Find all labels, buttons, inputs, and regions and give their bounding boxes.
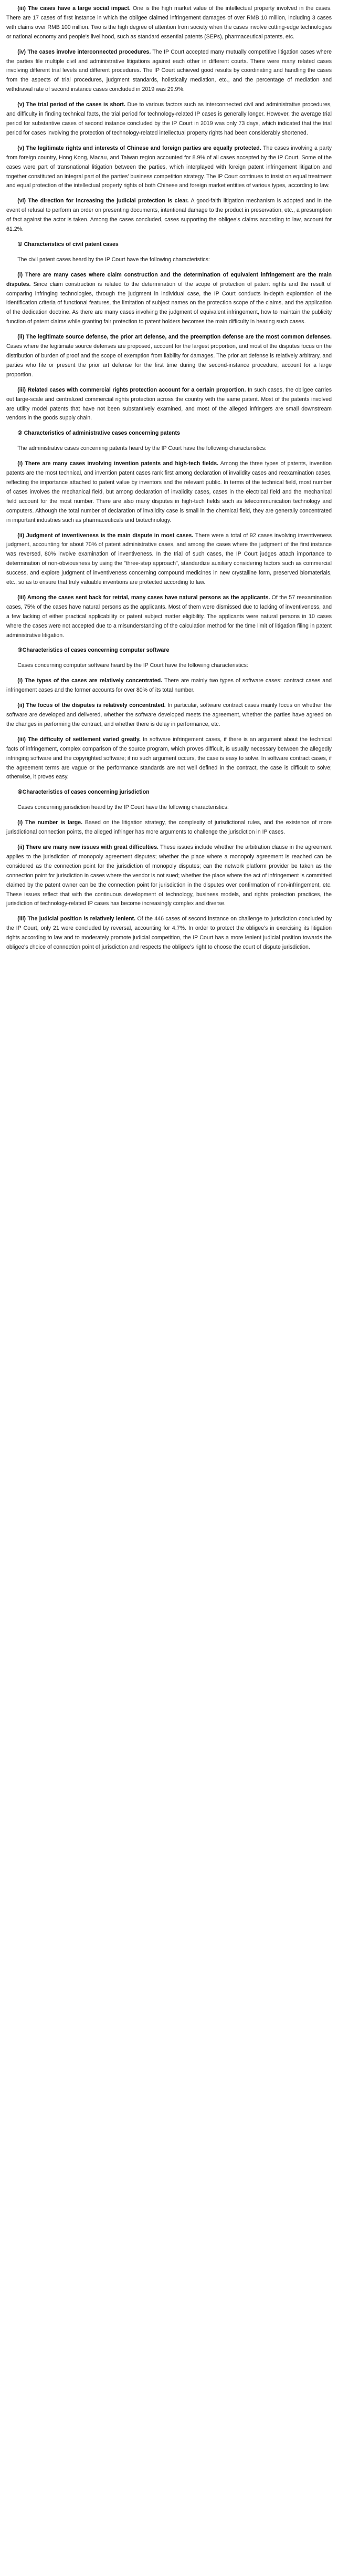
paragraph	[6, 843, 332, 909]
paragraph-lead: (iii) The judicial position is relatively lenient.	[17, 916, 136, 922]
paragraph-lead: (i) There are many cases where claim construction and the determination of equivalent infringement are the main disputes.	[6, 271, 332, 288]
paragraph-lead: (i) The number is large.	[17, 819, 83, 826]
paragraph-text: Due to various factors such as interconnected civil and administrative procedures, and difficulty in finding technical facts, the trial period for technology-related IP cases is generally longer. However, the average trial period for substantive cases of second instance concluded by the IP Court in 2019 was only 73 days, which indicated that the trial period for cases involving the protection of technology-related intellectual property rights had been considerably shortened.	[6, 101, 332, 136]
paragraph-lead: (vi) The direction for increasing the judicial protection is clear.	[17, 198, 189, 204]
paragraph-text: The IP Court accepted many mutually competitive litigation cases where the parties file multiple civil and administrative litigations against each other in different courts. There were many related cases involving different trial levels and different procedures. The IP Court achieved good results by coordinating and handling the cases from the aspects of trial procedures, judgment standards, holistically mediation, etc., and the percentage of mediation and withdrawal rate of second instance cases concluded in 2019 was 29.9%.	[6, 48, 332, 93]
paragraph-text: The administrative cases concerning patents heard by the IP Court have the following characteristics:	[17, 445, 267, 452]
paragraph	[6, 661, 332, 671]
paragraph-lead: (iv) The cases involve interconnected procedures.	[17, 48, 151, 55]
paragraph-lead: (i) There are many cases involving invention patents and high-tech fields.	[17, 460, 219, 467]
paragraph-text: In particular, software contract cases mainly focus on whether the software are developed and delivered, whether the software developed meets the agreement, whether the parties have agreed on the changes in performing the contract, and whether there is delay in performance, etc.	[6, 702, 332, 727]
paragraph-lead: (iii) Related cases with commercial rights protection account for a certain proportion.	[17, 386, 246, 393]
paragraph-text: Based on the litigation strategy, the complexity of jurisdictional rules, and the existence of more jurisdictional connection points, the alleged infringer has more arguments to challenge the jurisdiction in IP cases.	[6, 819, 332, 836]
paragraph-text: One is the high market value of the intellectual property involved in the cases. There are 17 cases of first instance in which the obligee claimed infringement damages of over RMB 10 million, including 3 cases with claims over RMB 100 million. Two is the high degree of attention from society when the cases involve cutting-edge technologies or national economy and people's livelihood, such as standard essential patents (SEPs), pharmaceutical patents, etc.	[6, 5, 332, 40]
paragraph-lead: (i) The types of the cases are relatively concentrated.	[17, 678, 163, 684]
paragraph-text: Of the 446 cases of second instance on challenge to jurisdiction concluded by the IP Court, only 21 were concluded by reversal, accounting for 4.7%. In order to protect the obligee's in exercising its litigation rights according to law and to moderately promote judicial competition, the IP Court has a more lenient judicial position towards the obligee's choice of connection point of jurisdiction and respects the obligee's right to choose the court of dispute jurisdiction.	[6, 916, 332, 951]
paragraph-text: Cases concerning jurisdiction heard by the IP Court have the following characteristics:	[17, 804, 229, 811]
paragraph	[6, 444, 332, 454]
paragraph	[6, 386, 332, 424]
paragraph-text: There are mainly two types of software cases: contract cases and infringement cases and the former accounts for over 80% of its total number.	[6, 678, 332, 694]
section-heading: ③Characteristics of cases concerning computer software	[17, 647, 170, 654]
paragraph-text: Since claim construction is related to the determination of the scope of protection of patent rights and the result of comparing infringing technologies, through the judgment in individual case, the IP Court conducts in-depth exploration of the identification criteria of functional features, the limitation of subject names on the protection scope of the claims, and the application of the dedication doctrine. As there are many cases involving the judgment of equivalent infringement, how to maintain the publicity function of patent claims while granting fair protection to patent holders becomes the main difficulty in hearing such cases.	[6, 281, 332, 325]
paragraph	[6, 676, 332, 695]
paragraph-text: The cases involving a party from foreign country, Hong Kong, Macau, and Taiwan region accounted for 8.9% of all cases accepted by the IP Court. Some of the cases were part of transnational litigation between the parties, which interplayed with foreign patent infringement litigation and together constituted an integral part of the parties' business competition strategy. The IP Court continues to insist on equal treatment and equal protection of the intellectual property rights of both Chinese and foreign market entities of various types, according to law.	[6, 145, 332, 189]
section-heading: ② Characteristics of administrative cases concerning patents	[17, 430, 180, 437]
paragraph-lead: (ii) The focus of the disputes is relatively concentrated.	[17, 702, 166, 709]
paragraph	[6, 735, 332, 783]
paragraph-text: The civil patent cases heard by the IP Court have the following characteristics:	[17, 256, 210, 263]
paragraph	[6, 255, 332, 265]
paragraph	[6, 48, 332, 95]
paragraph-lead: (iii) The difficulty of settlement varied greatly.	[17, 736, 141, 743]
paragraph	[6, 197, 332, 234]
paragraph-text: In such cases, the obligee carries out large-scale and centralized commercial rights protection across the country with the same patent. Most of the patents involved are utility model patents that have not been substantively examined, and most of the alleged infringers are small downstream vendors in the goods supply chain.	[6, 386, 332, 422]
paragraph	[6, 701, 332, 730]
paragraph-text: Cases where the legitimate source defenses are proposed, account for the largest proportion, and most of the disputes focus on the distribution of burden of proof and the scope of exemption from liability for damages. The prior art defense is relatively arbitrary, and parties who file or present the prior art defense for the first time during the second-instance procedure, account for a large proportion.	[6, 343, 332, 378]
paragraph-text: A good-faith litigation mechanism is adopted and in the event of refusal to perform an order on presenting documents, intentional damage to the product in preservation, etc., a presumption of fact against the actor is taken. Among the cases concluded, cases supporting the obligee's claims according to law, account for 61.2%.	[6, 198, 332, 233]
paragraph	[6, 144, 332, 191]
paragraph	[6, 271, 332, 327]
paragraph-text: Of the 57 reexamination cases, 75% of the cases have natural persons as the applicants. Most of them were dismissed due to lacking of inventiveness, and a few lacking of either practical applicability or patent subject matter eligibility. The applicants were natural persons in 10 cases where the cases were not accepted due to a misunderstanding of the calculation method for the time limit of litigation filing in patent administrative litigation.	[6, 594, 332, 639]
paragraph	[6, 531, 332, 588]
paragraph	[6, 100, 332, 138]
paragraph-text: Cases concerning computer software heard by the IP Court have the following characteristics:	[17, 662, 248, 669]
paragraph	[6, 593, 332, 641]
paragraph-lead: (ii) There are many new issues with great difficulties.	[17, 844, 159, 850]
paragraph-text: These issues include whether the arbitration clause in the agreement applies to the jurisdiction of monopoly agreement disputes; whether the place where a monopoly agreement is reached can be considered as the connection point for the jurisdiction of monopoly disputes; can the network platform provider be taken as the connection point for jurisdiction in cases where the vendor is not sued; whether the place where the act of infringement is committed claimed by the patent owner can be the connection point for jurisdiction in the disputes over confirmation of non-infringement, etc. These issues reflect that with the continuous development of technology, business models, and rights protection practices, the jurisdiction of technology-related IP cases has become increasingly complex and diverse.	[6, 844, 332, 907]
paragraph-lead: (ii) The legitimate source defense, the prior art defense, and the preemption defense are the most common defenses.	[17, 334, 332, 341]
section-heading: ① Characteristics of civil patent cases	[17, 241, 119, 248]
paragraph-lead: (iii) The cases have a large social impact.	[17, 5, 131, 12]
paragraph-lead: (iii) Among the cases sent back for retrial, many cases have natural persons as the applicants.	[17, 594, 270, 601]
section-heading: ④Characteristics of cases concerning jurisdiction	[17, 789, 150, 796]
paragraph	[6, 459, 332, 525]
paragraph	[6, 333, 332, 380]
document-page	[0, 0, 338, 952]
paragraph	[6, 915, 332, 952]
paragraph	[6, 818, 332, 837]
paragraph	[6, 803, 332, 813]
paragraph-lead: (v) The trial period of the cases is short.	[17, 101, 125, 108]
paragraph-text: In software infringement cases, if there is an argument about the technical facts of infringement, complex comparison of the source program, which proves difficult, is usually necessary between the allegedly infringing software and the copyrighted software; if no such argument occurs, the case is easy to solve. In software contract cases, if the agreement terms are vague or the performance standards are not well defined in the contract, the case is difficult to solve; otherwise, it proves easy.	[6, 736, 332, 781]
paragraph-text: Among the three types of patents, invention patents are the most technical, and invention patent cases rank first among declaration of invalidity cases and reexamination cases, reflecting the importance attached to patent value by inventors and the relevant public. In terms of the technical field, most number of cases involves the mechanical field, but among declaration of invalidity cases, cases in the electrical field and the mechanical field account for the most number. There are also many disputes in high-tech fields such as telecommunication technology and computers. Although the total number of declaration of invalidity case is small in the chemical field, they are generally concentrated in important industries such as pharmaceuticals and biotechnology.	[6, 460, 332, 524]
paragraph-text: There were a total of 92 cases involving inventiveness judgment, accounting for about 70% of patent administrative cases, and among the cases where the judgment of the first instance was reversed, 80% involve examination of inventiveness. In the trial of such cases, the IP Court judges attach importance to determination of non-obviousness by using the "three-step approach", standardize auxiliary considering factors such as commercial success, and explore judgment of inventiveness concerning compound medicines in new crystalline form, preserved biomaterials, etc., so as to ensure that truly valuable inventions are protected according to law.	[6, 532, 332, 586]
paragraph	[6, 4, 332, 42]
paragraph-lead: (ii) Judgment of inventiveness is the main dispute in most cases.	[17, 532, 194, 539]
paragraph-lead: (v) The legitimate rights and interests of Chinese and foreign parties are equally protected.	[17, 145, 261, 151]
